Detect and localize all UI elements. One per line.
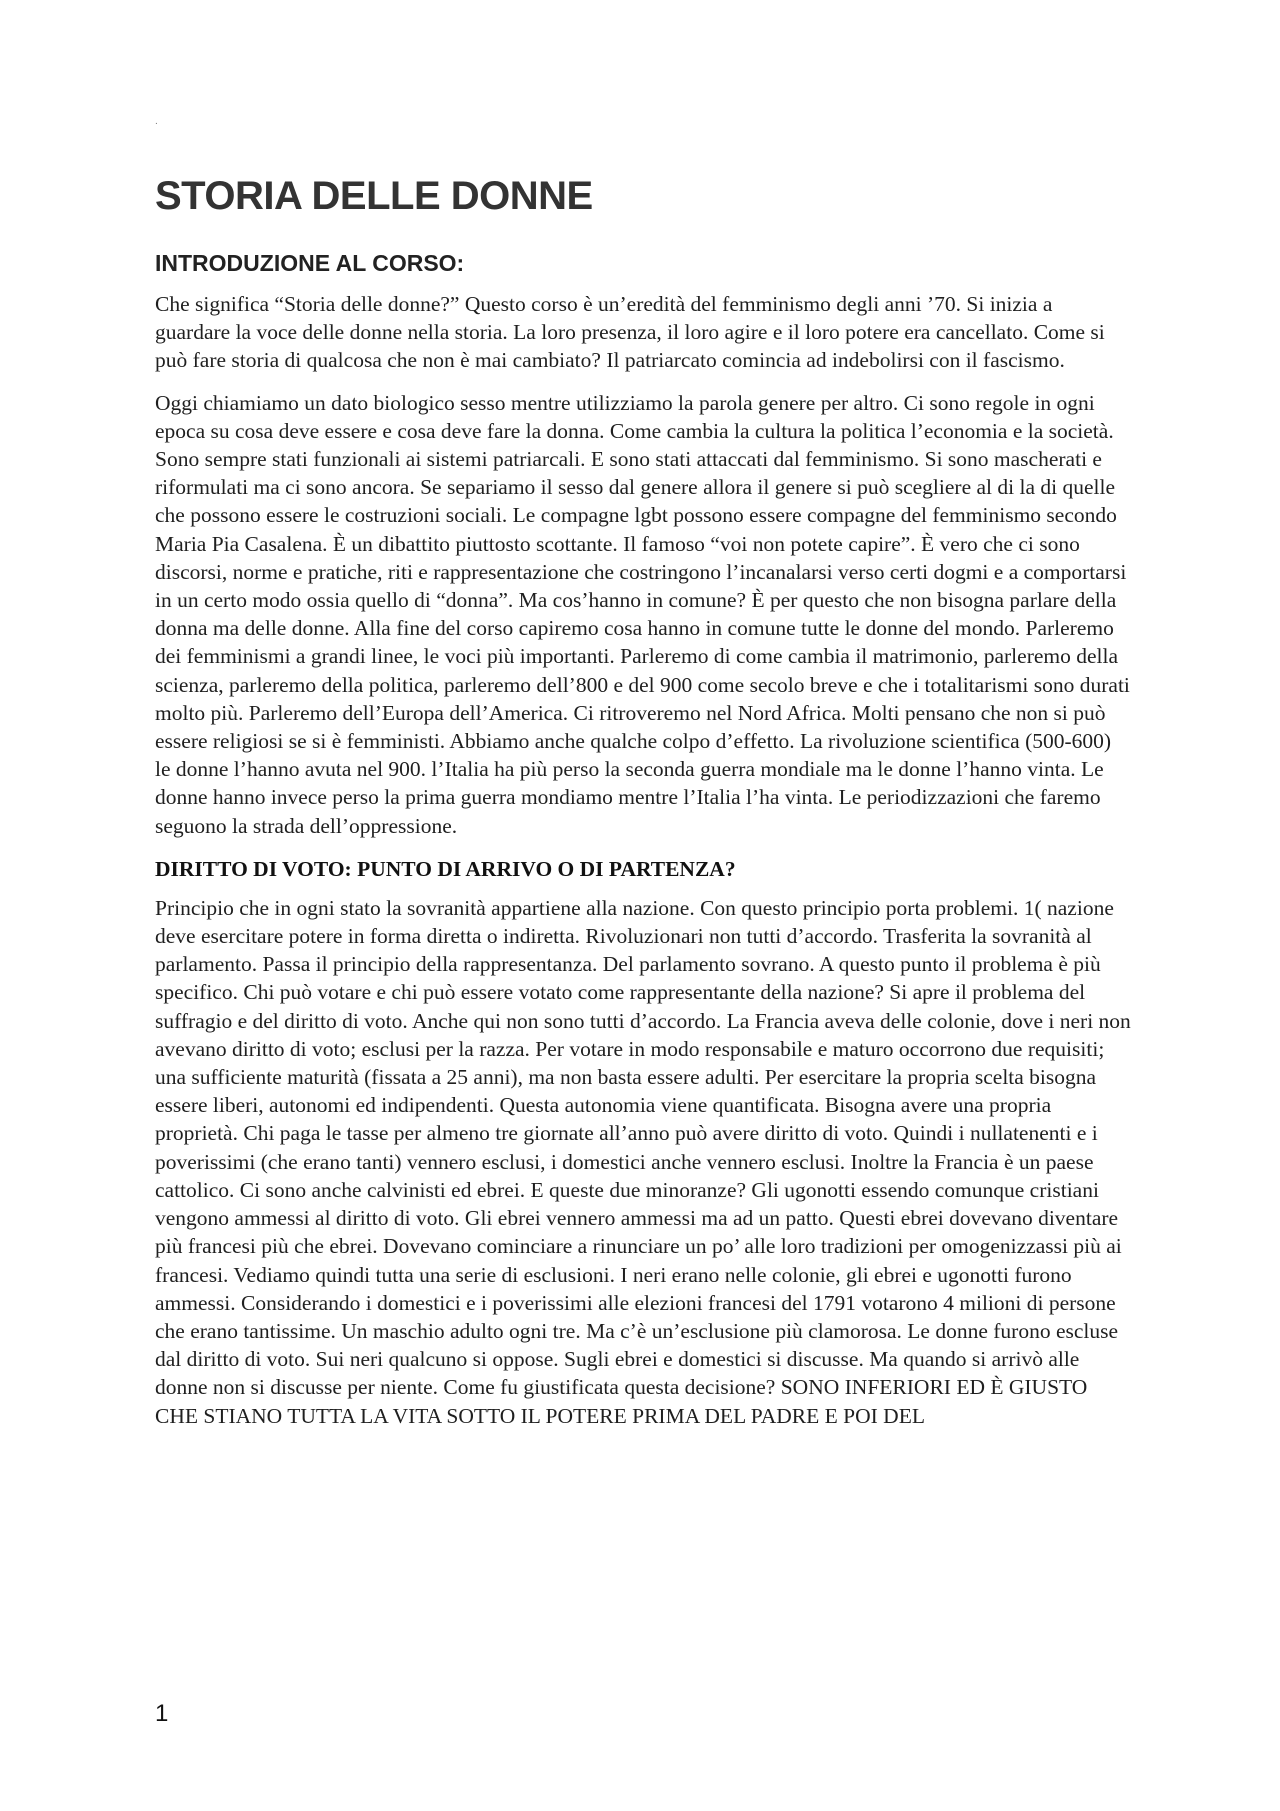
section-heading-introduzione: INTRODUZIONE AL CORSO: [155,250,465,276]
paragraph: Oggi chiamiamo un dato biologico sesso mentre utilizziamo la parola genere per altro. Ci sono regole in ogni epoca su cosa deve essere e cosa deve fare la donna. Come cambia la cultura la politica l’economia e la società. Sono sempre stati funzionali ai sistemi patriarcali. E sono stati attaccati dal femminismo. Si sono mascherati e riformulati ma ci sono ancora. Se separiamo il sesso dal genere allora il genere si può scegliere al di la di quelle che possono essere le costruzioni sociali. Le compagne lgbt possono essere compagne del femminismo secondo Maria Pia Casalena. È un dibattito piuttosto scottante. Il famoso “voi non potete capire”. È vero che ci sono discorsi, norme e pratiche, riti e rappresentazione che costringono l’incanalarsi verso certi dogmi e a comportarsi in un certo modo ossia quello di “donna”. Ma cos’hanno in comune? È per questo che non bisogna parlare della donna ma delle donne. Alla fine del corso capiremo cosa hanno in comune tutte le donne del mondo. Parleremo dei femminismi a grandi linee, le voci più importanti. Parleremo di come cambia il matrimonio, parleremo della scienza, parleremo della politica, parleremo dell’800 e del 900 come secolo breve e che i totalitarismi sono durati molto più. Parleremo dell’Europa dell’America. Ci ritroveremo nel Nord Africa. Molti pensano che non si può essere religiosi se si è femministi. Abbiamo anche qualche colpo d’effetto. La rivoluzione scientifica (500-600) le donne l’hanno avuta nel 900. l’Italia ha più perso la seconda guerra mondiale ma le donne l’hanno vinta. Le donne hanno invece perso la prima guerra mondiamo mentre l’Italia l’ha vinta. Le periodizzazioni che faremo seguono la strada dell’oppressione. [155,390,1130,838]
page-number: 1 [155,1700,169,1727]
page-title: STORIA DELLE DONNE [155,174,593,218]
section-heading-diritto-di-voto: DIRITTO DI VOTO: PUNTO DI ARRIVO O DI PARTENZA? [155,856,736,881]
paragraph: Che significa “Storia delle donne?” Questo corso è un’eredità del femminismo degli anni ’70. Si inizia a guardare la voce delle donne nella storia. La loro presenza, il loro agire e il loro potere era cancellato. Come si può fare storia di qualcosa che non è mai cambiato? Il patriarcato comincia ad indebolirsi con il fascismo. [155,292,1105,373]
paragraph: Principio che in ogni stato la sovranità appartiene alla nazione. Con questo principio porta problemi. 1( nazione deve esercitare potere in forma diretta o indiretta. Rivoluzionari non tutti d’accordo. Trasferita la sovranità al parlamento. Passa il principio della rappresentanza. Del parlamento sovrano. A questo punto il problema è più specifico. Chi può votare e chi può essere votato come rappresentante della nazione? Si apre il problema del suffragio e del diritto di voto. Anche qui non sono tutti d’accordo. La Francia aveva delle colonie, dove i neri non avevano diritto di voto; esclusi per la razza. Per votare in modo responsabile e maturo occorrono due requisiti; una sufficiente maturità (fissata a 25 anni), ma non basta essere adulti. Per esercitare la propria scelta bisogna essere liberi, autonomi ed indipendenti. Questa autonomia viene quantificata. Bisogna avere una propria proprietà. Chi paga le tasse per almeno tre giornate all’anno può avere diritto di voto. Quindi i nullatenenti e i poverissimi (che erano tanti) vennero esclusi, i domestici anche vennero esclusi. Inoltre la Francia è un paese cattolico. Ci sono anche calvinisti ed ebrei. E queste due minoranze? Gli ugonotti essendo comunque cristiani vengono ammessi al diritto di voto. Gli ebrei vennero ammessi ma ad un patto. Questi ebrei dovevano diventare più francesi più che ebrei. Dovevano cominciare a rinunciare un po’ alle loro tradizioni per omogenizzassi più ai francesi. Vediamo quindi tutta una serie di esclusioni. I neri erano nelle colonie, gli ebrei e ugonotti furono ammessi. Considerando i domestici e i poverissimi alle elezioni francesi del 1791 votarono 4 milioni di persone che erano tantissime. Un maschio adulto ogni tre. Ma c’è un’esclusione più clamorosa. Le donne furono escluse dal diritto di voto. Sui neri qualcuno si oppose. Sugli ebrei e domestici si discusse. Ma quando si arrivò alle donne non si discusse per niente. Come fu giustificata questa decisione? SONO INFERIORI ED È GIUSTO CHE STIANO TUTTA LA VITA SOTTO IL POTERE PRIMA DEL PADRE E POI DEL [155,895,1131,1428]
page-marker: . [155,116,158,127]
document-body [155,248,1131,1444]
